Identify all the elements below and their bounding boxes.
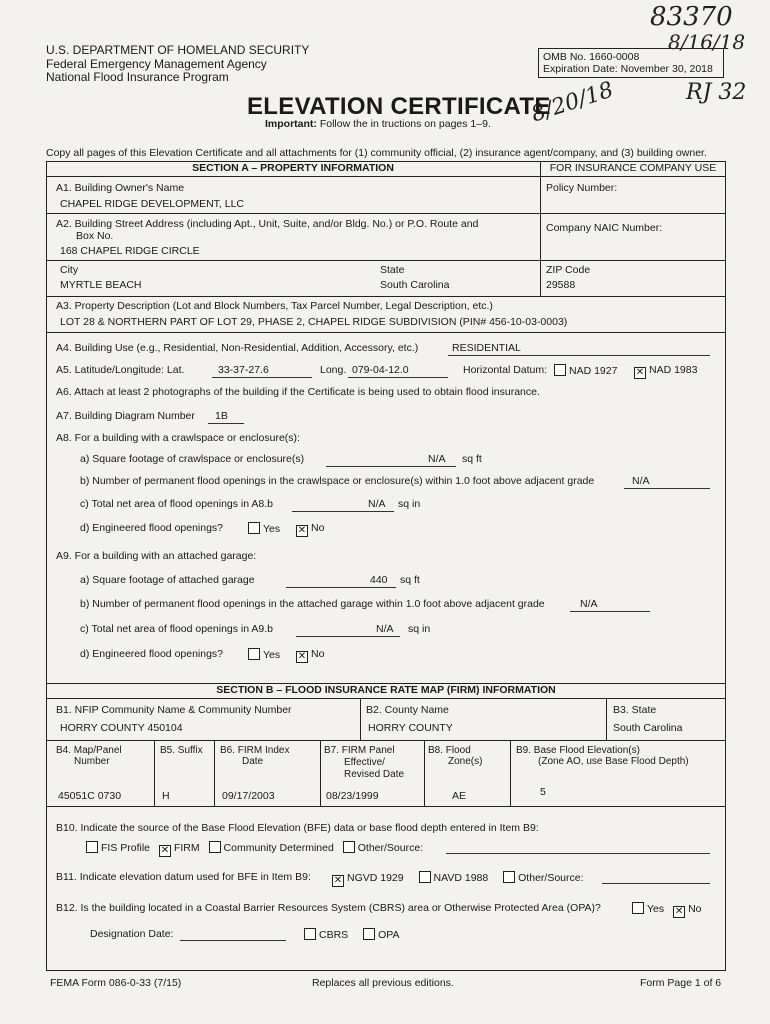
b8-b9-divider xyxy=(510,740,511,806)
cbrs-checkbox[interactable] xyxy=(304,928,316,940)
a9d-yes-label: Yes xyxy=(263,649,281,661)
a9d-no-option[interactable] xyxy=(290,648,324,663)
b4-map-panel[interactable]: 45051C 0730 xyxy=(58,790,122,802)
nad1983-option[interactable] xyxy=(628,364,697,379)
a8c-label: c) Total net area of flood openings in A8.b xyxy=(80,498,274,510)
a1-label: A1. Building Owner's Name xyxy=(56,182,185,194)
a5-long-underline xyxy=(348,377,448,378)
policy-number-label: Policy Number: xyxy=(546,182,618,194)
city-divider xyxy=(46,296,726,297)
nad1927-label: NAD 1927 xyxy=(569,365,618,377)
b7-label-line2: Effective/ xyxy=(344,757,385,768)
navd1988-label: NAVD 1988 xyxy=(433,872,489,884)
nad1983-label: NAD 1983 xyxy=(649,364,698,376)
a8-label: A8. For a building with a crawlspace or enclosure(s): xyxy=(56,432,300,444)
b11-options xyxy=(326,871,584,887)
a9d-yes-option[interactable] xyxy=(242,648,280,661)
a2-divider xyxy=(46,260,726,261)
b1-community[interactable]: HORRY COUNTY 450104 xyxy=(60,722,183,734)
a9c-underline xyxy=(296,636,400,637)
a5-longitude[interactable]: 079-04-12.0 xyxy=(352,364,409,376)
b2-label: B2. County Name xyxy=(366,704,449,716)
omb-number: OMB No. 1660-0008 xyxy=(543,51,640,63)
a8b-value[interactable]: N/A xyxy=(632,475,650,487)
a8d-no-option[interactable] xyxy=(290,522,324,537)
b5-b6-divider xyxy=(214,740,215,806)
b3-state[interactable]: South Carolina xyxy=(613,722,683,734)
a9b-underline xyxy=(570,611,650,612)
a5-long-label: Long. xyxy=(320,364,347,376)
b3-label: B3. State xyxy=(613,704,657,716)
a9c-value[interactable]: N/A xyxy=(376,623,394,635)
b6-b7-divider xyxy=(320,740,321,806)
nad1927-option[interactable] xyxy=(548,364,617,377)
a9d-yes-checkbox[interactable] xyxy=(248,648,260,660)
b11-other-source-label: Other/Source: xyxy=(518,872,584,884)
a5-label: A5. Latitude/Longitude: Lat. xyxy=(56,364,185,376)
a7-diagram-number[interactable]: 1B xyxy=(215,410,228,422)
b4-label-line1: B4. Map/Panel xyxy=(56,745,122,756)
a3-property-description[interactable]: LOT 28 & NORTHERN PART OF LOT 29, PHASE 2, CHAPEL RIDGE SUBDIVISION (PIN# 456-10-03-0003) xyxy=(60,316,568,328)
agency-block xyxy=(46,44,309,85)
b12-no-label: No xyxy=(688,903,702,915)
nad1927-checkbox[interactable] xyxy=(554,364,566,376)
b2-county[interactable]: HORRY COUNTY xyxy=(368,722,453,734)
a5-datum-label: Horizontal Datum: xyxy=(463,364,548,376)
a8d-no-checkbox-checked[interactable]: ✕ xyxy=(297,525,307,536)
a9b-value[interactable]: N/A xyxy=(580,598,598,610)
b2-b3-divider xyxy=(606,699,607,740)
a1-divider xyxy=(46,213,726,214)
community-determined-label: Community Determined xyxy=(223,842,334,854)
b10-other-source-line xyxy=(446,853,710,854)
a9b-label: b) Number of permanent flood openings in the attached garage within 1.0 foot above adjacent grade xyxy=(80,598,545,610)
ngvd1929-label: NGVD 1929 xyxy=(347,872,404,884)
omb-box xyxy=(538,48,724,78)
b6-firm-index-date[interactable]: 09/17/2003 xyxy=(222,790,275,802)
a9d-label: d) Engineered flood openings? xyxy=(80,648,224,660)
b5-suffix[interactable]: H xyxy=(162,790,170,802)
handwritten-title-note: 8/20/18 xyxy=(528,77,617,128)
a9a-value[interactable]: 440 xyxy=(370,574,388,586)
firm-label: FIRM xyxy=(173,842,200,854)
b4-label xyxy=(56,745,122,767)
insurance-column-divider xyxy=(540,161,541,297)
a7-label: A7. Building Diagram Number xyxy=(56,410,195,422)
a4-building-use[interactable]: RESIDENTIAL xyxy=(452,342,521,354)
b12-no-checkbox-checked[interactable]: ✕ xyxy=(674,906,684,917)
b11-other-source-checkbox[interactable] xyxy=(503,871,515,883)
a3-label: A3. Property Description (Lot and Block Numbers, Tax Parcel Number, Legal Description, etc.) xyxy=(56,300,493,312)
a9c-unit: sq in xyxy=(408,623,431,635)
agency-line-3: National Flood Insurance Program xyxy=(46,70,229,84)
a9a-unit: sq ft xyxy=(400,574,420,586)
a4-label: A4. Building Use (e.g., Residential, Non-Residential, Addition, Accessory, etc.) xyxy=(56,342,419,354)
a8c-unit: sq in xyxy=(398,498,421,510)
b10-other-source-checkbox[interactable] xyxy=(343,841,355,853)
a8a-unit: sq ft xyxy=(462,453,482,465)
important-note xyxy=(265,118,491,130)
a6-text: A6. Attach at least 2 photographs of the building if the Certificate is being used to obtain flood insurance. xyxy=(56,386,540,398)
b7-b8-divider xyxy=(424,740,425,806)
agency-line-2: Federal Emergency Management Agency xyxy=(46,56,267,71)
b8-label-line1: B8. Flood xyxy=(428,745,471,756)
b12-yes-label: Yes xyxy=(647,903,665,915)
b-row2-divider xyxy=(46,806,726,807)
naic-label: Company NAIC Number: xyxy=(546,222,663,234)
b9-label xyxy=(516,745,689,767)
important-text: Follow the in tructions on pages 1–9. xyxy=(319,118,491,130)
a4-underline xyxy=(448,355,710,356)
a9d-no-checkbox-checked[interactable]: ✕ xyxy=(297,651,307,662)
section-a-header: SECTION A – PROPERTY INFORMATION xyxy=(46,161,540,177)
state-label: State xyxy=(380,264,405,276)
a8d-yes-checkbox[interactable] xyxy=(248,522,260,534)
b12-yes-checkbox[interactable] xyxy=(632,902,644,914)
b1-label: B1. NFIP Community Name & Community Number xyxy=(56,704,292,716)
designation-date-line[interactable] xyxy=(180,940,286,941)
b4-label-line2: Number xyxy=(74,756,110,767)
b9-base-flood-elevation[interactable]: 5 xyxy=(540,786,546,798)
b7-label-line1: B7. FIRM Panel xyxy=(324,745,395,756)
zip-label: ZIP Code xyxy=(546,264,591,276)
b8-label-line2: Zone(s) xyxy=(448,756,483,767)
b9-label-line1: B9. Base Flood Elevation(s) xyxy=(516,745,640,756)
page-title: ELEVATION CERTIFICATE xyxy=(247,93,551,120)
b11-other-source-line xyxy=(602,883,710,884)
nad1983-checkbox-checked[interactable]: ✕ xyxy=(635,367,645,378)
state-value[interactable]: South Carolina xyxy=(380,279,450,291)
ngvd1929-checkbox-checked[interactable]: ✕ xyxy=(333,875,343,886)
b12-options xyxy=(632,902,702,918)
b8-flood-zone[interactable]: AE xyxy=(452,790,467,802)
b7-label xyxy=(324,745,404,781)
b6-label-line2: Date xyxy=(242,756,264,767)
b12-type-options xyxy=(298,928,400,941)
section-b-header: SECTION B – FLOOD INSURANCE RATE MAP (FIRM) INFORMATION xyxy=(46,683,726,699)
b-row1-divider xyxy=(46,740,726,741)
opa-label: OPA xyxy=(378,929,400,941)
community-determined-checkbox[interactable] xyxy=(209,841,221,853)
opa-checkbox[interactable] xyxy=(363,928,375,940)
a7-underline xyxy=(208,423,244,424)
insurance-use-header: FOR INSURANCE COMPANY USE xyxy=(540,161,726,177)
handwritten-date: 8/16/18 xyxy=(668,30,746,54)
city-value[interactable]: MYRTLE BEACH xyxy=(60,279,142,291)
a8c-value[interactable]: N/A xyxy=(368,498,386,510)
a1-owner-name[interactable]: CHAPEL RIDGE DEVELOPMENT, LLC xyxy=(60,198,244,210)
a8d-yes-option[interactable] xyxy=(242,522,280,535)
b10-label: B10. Indicate the source of the Base Flood Elevation (BFE) data or base flood depth entered in Item B9: xyxy=(56,822,539,834)
handwritten-file-number: 83370 xyxy=(650,2,733,32)
important-label: Important: xyxy=(265,118,317,130)
cbrs-label: CBRS xyxy=(319,929,349,941)
copy-instructions: Copy all pages of this Elevation Certificate and all attachments for (1) community official, (2) insurance agent/company, and (3) building owner. xyxy=(46,147,707,159)
b12-label: B12. Is the building located in a Coastal Barrier Resources System (CBRS) area or Otherwise Protected Area (OPA)? xyxy=(56,902,601,914)
a8a-label: a) Square footage of crawlspace or enclosure(s) xyxy=(80,453,305,465)
b11-label: B11. Indicate elevation datum used for BFE in Item B9: xyxy=(56,871,311,883)
a8d-label: d) Engineered flood openings? xyxy=(80,522,224,534)
a8d-yes-label: Yes xyxy=(263,523,281,535)
b1-b2-divider xyxy=(360,699,361,740)
a9c-label: c) Total net area of flood openings in A9.b xyxy=(80,623,274,635)
a2-street-address[interactable]: 168 CHAPEL RIDGE CIRCLE xyxy=(60,245,200,257)
agency-line-1: U.S. DEPARTMENT OF HOMELAND SECURITY xyxy=(46,43,310,57)
b4-b5-divider xyxy=(154,740,155,806)
b7-firm-panel-date[interactable]: 08/23/1999 xyxy=(326,790,379,802)
page-number: Form Page 1 of 6 xyxy=(640,977,722,989)
b6-label xyxy=(220,745,289,767)
fis-profile-checkbox[interactable] xyxy=(86,841,98,853)
zip-value[interactable]: 29588 xyxy=(546,279,576,291)
form-number: FEMA Form 086-0-33 (7/15) xyxy=(50,977,182,989)
a8a-value[interactable]: N/A xyxy=(428,453,446,465)
a8d-no-label: No xyxy=(311,522,325,534)
b7-label-line3: Revised Date xyxy=(344,769,405,780)
a8b-label: b) Number of permanent flood openings in the crawlspace or enclosure(s) within 1.0 foot above adjacent grade xyxy=(80,475,595,487)
city-label: City xyxy=(60,264,79,276)
b10-options xyxy=(80,841,423,857)
a9-label: A9. For a building with an attached garage: xyxy=(56,550,257,562)
b5-label: B5. Suffix xyxy=(160,745,203,756)
a9d-no-label: No xyxy=(311,648,325,660)
a9a-underline xyxy=(286,587,396,588)
handwritten-initials: RJ 32 xyxy=(686,80,747,105)
navd1988-checkbox[interactable] xyxy=(419,871,431,883)
firm-checkbox-checked[interactable]: ✕ xyxy=(160,845,170,856)
b8-label xyxy=(428,745,482,767)
a8b-underline xyxy=(624,488,710,489)
a8a-underline xyxy=(326,466,456,467)
designation-date-label: Designation Date: xyxy=(90,928,174,940)
fis-profile-label: FIS Profile xyxy=(101,842,151,854)
a2-label: A2. Building Street Address (including Apt., Unit, Suite, and/or Bldg. No.) or P.O. Route and xyxy=(56,218,479,230)
expiration-date: Expiration Date: November 30, 2018 xyxy=(543,63,713,75)
b6-label-line1: B6. FIRM Index xyxy=(220,745,290,756)
a3-divider xyxy=(46,332,726,333)
a8c-underline xyxy=(292,511,394,512)
a5-latitude[interactable]: 33-37-27.6 xyxy=(218,364,269,376)
b9-label-line2: (Zone AO, use Base Flood Depth) xyxy=(538,756,689,767)
replaces-note: Replaces all previous editions. xyxy=(312,977,454,989)
b10-other-source-label: Other/Source: xyxy=(357,842,424,854)
a2-label-cont: Box No. xyxy=(76,230,114,242)
a5-lat-underline xyxy=(212,377,312,378)
a9a-label: a) Square footage of attached garage xyxy=(80,574,255,586)
